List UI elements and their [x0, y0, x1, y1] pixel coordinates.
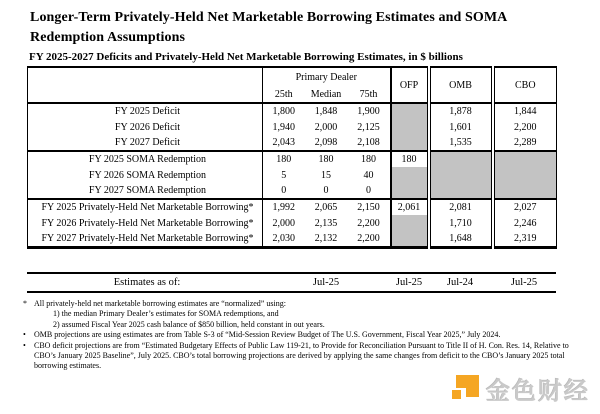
estimates-as-of-bar: [27, 272, 556, 293]
table-row-fy2025-soma: [28, 151, 557, 167]
cell-ofp-shaded: [391, 215, 429, 247]
cell-25th: 2,030: [272, 232, 295, 244]
row-label: FY 2027 SOMA Redemption: [28, 183, 263, 199]
row-label: FY 2026 Deficit: [28, 119, 263, 135]
cell-25th: 1,992: [263, 199, 305, 215]
table-row-fy2026-borrowing: [28, 215, 557, 231]
cell-ofp-shaded: [391, 103, 429, 151]
cell-75th: 2,150: [348, 199, 391, 215]
cell-75th: 2,108: [357, 137, 380, 148]
header-ofp: OFP: [391, 67, 429, 103]
cell-25th: 2,000: [272, 217, 295, 229]
cell-ofp: 2,061: [391, 199, 429, 215]
estimates-label: Estimates as of:: [113, 277, 181, 288]
row-label: FY 2027 Privately-Held Net Marketable Borrowing*: [28, 231, 263, 247]
row-label: FY 2025 Privately-Held Net Marketable Borrowing*: [28, 199, 263, 215]
cell-omb: 1,648: [429, 231, 493, 247]
cell-25th: 2,043: [272, 137, 295, 148]
cell-omb: 1,878: [429, 103, 493, 119]
cell-cbo-shaded: [493, 151, 557, 199]
estimates-omb: Jul-24: [446, 277, 474, 288]
row-label: FY 2026 Privately-Held Net Marketable Borrowing*: [28, 215, 263, 231]
header-primary-dealer: Primary Dealer: [295, 72, 357, 83]
footnote-subline-1: 1) the median Primary Dealer’s estimates for SOMA redemptions, and: [53, 309, 279, 319]
page-title: Longer-Term Privately-Held Net Marketable Borrowing Estimates and SOMA Redemption Assumptions: [30, 10, 507, 46]
borrowing-estimates-table: [27, 66, 557, 249]
cell-median: 0: [323, 185, 329, 196]
cell-cbo: 1,844: [514, 106, 537, 117]
cell-cbo: 2,289: [514, 137, 537, 148]
cell-median: 1,848: [314, 106, 338, 117]
header-empty-cell: [28, 67, 263, 103]
cell-75th: 2,200: [357, 232, 380, 244]
cell-omb: 1,601: [429, 119, 493, 135]
cell-25th: 1,940: [272, 121, 295, 133]
header-25th: 25th: [263, 87, 305, 103]
cell-cbo: 2,027: [493, 199, 557, 215]
cell-median: 2,065: [305, 199, 348, 215]
footnote-normalized: [23, 299, 580, 330]
cell-omb: 1,535: [429, 135, 493, 151]
cell-25th: 180: [263, 151, 305, 167]
footnote-marker: *: [23, 299, 27, 308]
cell-ofp: 180: [391, 151, 429, 167]
header-75th: 75th: [348, 87, 391, 103]
footnote-subline-2: 2) assumed Fiscal Year 2025 cash balance of $850 billion, held constant in out years.: [53, 319, 325, 329]
table-row-fy2025-borrowing: [28, 199, 557, 215]
cell-75th: 40: [363, 169, 374, 181]
footnote-marker: •: [23, 330, 26, 340]
cell-25th: 5: [281, 169, 287, 181]
header-omb: OMB: [429, 67, 493, 103]
estimates-primary-dealer: Jul-25: [312, 277, 340, 288]
estimates-row: [27, 273, 556, 292]
row-label: FY 2027 Deficit: [28, 135, 263, 151]
cell-median: 2,098: [314, 137, 338, 148]
table-row-fy2025-deficit: [28, 103, 557, 119]
header-cbo: CBO: [493, 67, 557, 103]
row-label: FY 2025 Deficit: [28, 103, 263, 119]
jinse-logo-icon: [452, 375, 479, 402]
cell-median: 2,135: [314, 217, 338, 229]
footnote-text: OMB projections are using estimates are from Table S-3 of “Mid-Session Review Budget of The U.S. Government, Fiscal Year 2025,” July 2024.: [34, 330, 501, 340]
cell-75th: 1,900: [357, 106, 380, 117]
cell-omb-shaded: [429, 151, 493, 199]
cell-75th: 0: [366, 185, 371, 196]
footnote-text: All privately-held net marketable borrowing estimates are “normalized” using:: [34, 299, 286, 308]
footnote-text: CBO deficit projections are from “Estimated Budgetary Effects of Public Law 119-21, to Provide for Reconciliation Pursuant to Title II of H. Con. Res. 14, Relative to CBO’s January 2025 Baseline”, July 2025. CBO’s total borrowing projections are derived by applying the same changes from deficit to the CBO’s January 2025 total borrowing estimates.: [34, 340, 569, 371]
watermark-text: 金色财经: [486, 377, 590, 405]
footnote-cbo: [23, 341, 580, 372]
header-row-group: [28, 67, 557, 87]
cell-omb: 2,081: [429, 199, 493, 215]
row-label: FY 2025 SOMA Redemption: [28, 151, 263, 167]
cell-median: 15: [321, 169, 331, 181]
cell-75th: 2,200: [357, 217, 380, 229]
table-row-fy2027-deficit: [28, 135, 557, 151]
cell-median: 2,000: [314, 121, 338, 133]
cell-cbo: 2,246: [514, 217, 537, 229]
cell-25th: 0: [281, 185, 287, 196]
cell-omb: 1,710: [429, 215, 493, 231]
cell-75th: 2,125: [357, 121, 380, 133]
header-median: Median: [305, 87, 348, 103]
cell-ofp-shaded: [391, 167, 429, 199]
estimates-cbo: Jul-25: [510, 277, 538, 288]
cell-25th: 1,800: [272, 106, 295, 117]
cell-75th: 180: [348, 151, 391, 167]
footnote-omb: [23, 330, 580, 340]
footnotes: [23, 299, 580, 372]
footnote-marker: •: [23, 340, 26, 350]
table-row-fy2027-borrowing: [28, 231, 557, 247]
cell-median: 2,132: [314, 232, 338, 244]
table-row-fy2026-deficit: [28, 119, 557, 135]
estimates-ofp: Jul-25: [395, 277, 423, 288]
cell-median: 180: [305, 151, 348, 167]
cell-cbo: 2,319: [514, 232, 537, 244]
row-label: FY 2026 SOMA Redemption: [28, 167, 263, 183]
table-caption: FY 2025-2027 Deficits and Privately-Held Net Marketable Borrowing Estimates, in $ billions: [29, 51, 463, 63]
cell-cbo: 2,200: [514, 121, 537, 133]
watermark: [452, 371, 590, 406]
